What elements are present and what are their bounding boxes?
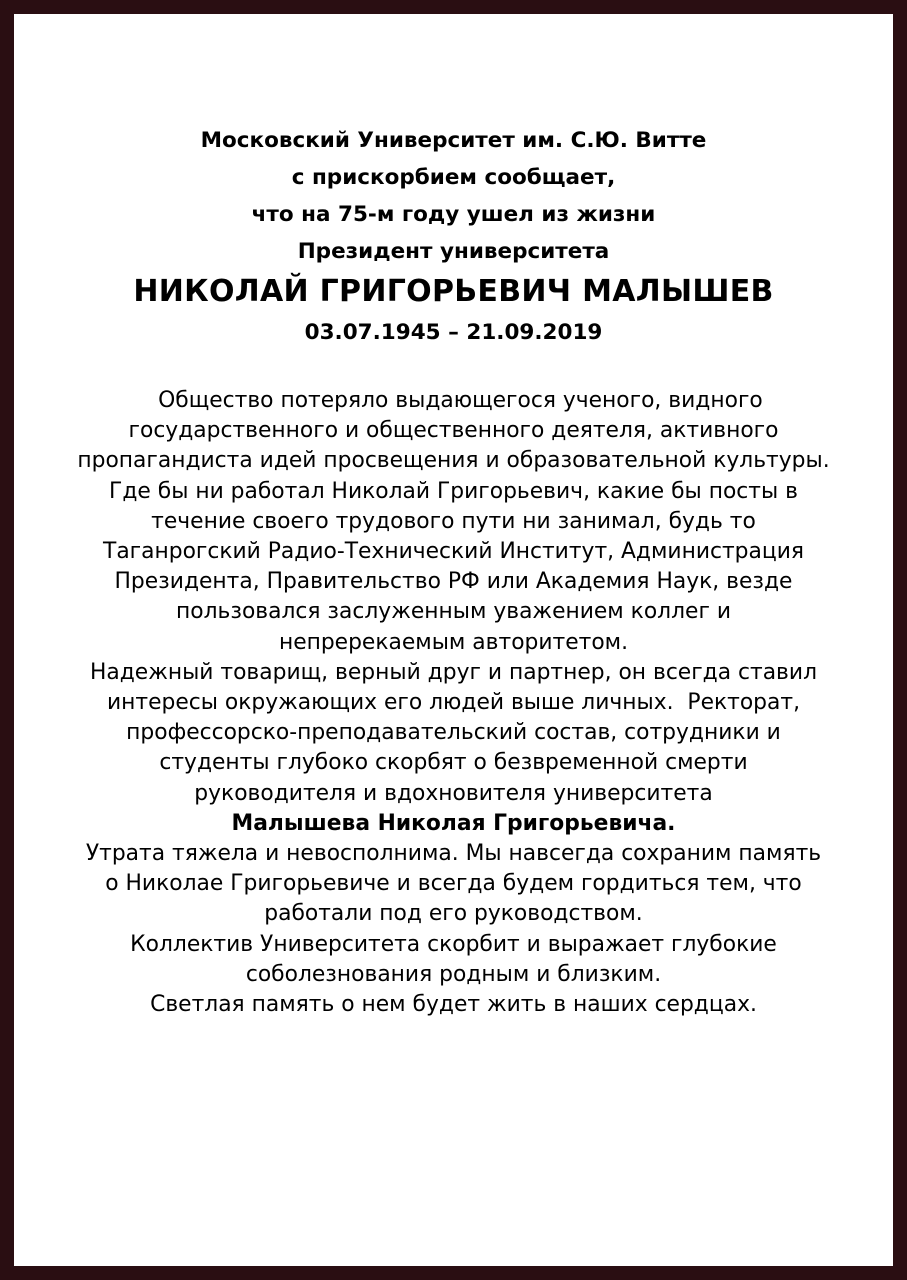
obituary-content xyxy=(28,122,879,1020)
text-line: студенты глубоко скорбят о безвременной смерти xyxy=(159,750,748,776)
text-line: руководителя и вдохновителя университета xyxy=(194,780,713,806)
text-line: соболезнования родным и близким. xyxy=(245,961,662,987)
text-line: профессорско-преподавательский состав, сотрудники и xyxy=(126,720,781,746)
text-line: Утрата тяжела и невосполнима. Мы навсегда сохраним память xyxy=(85,841,822,867)
text-line: Президента, Правительство РФ или Академия Наук, везде xyxy=(114,569,793,595)
obituary-text xyxy=(28,386,879,1020)
text-line: работали под его руководством. xyxy=(264,901,643,927)
text-line: пользовался заслуженным уважением коллег и xyxy=(175,599,731,625)
text-line: Общество потеряло выдающегося ученого, видного xyxy=(144,388,763,413)
text-line: Надежный товарищ, верный друг и партнер, он всегда ставил xyxy=(89,659,817,685)
text-line: о Николае Григорьевиче и всегда будем гордиться тем, что xyxy=(105,871,802,897)
text-line: Светлая память о нем будет жить в наших сердцах. xyxy=(150,992,757,1018)
position-line: Президент университета xyxy=(297,239,610,264)
life-dates: 03.07.1945 – 21.09.2019 xyxy=(304,320,603,345)
announcement-line: с прискорбием сообщает, xyxy=(291,165,616,190)
text-line: непререкаемым авторитетом. xyxy=(278,629,629,655)
age-line: что на 75-м году ушел из жизни xyxy=(251,202,656,227)
deceased-name-genitive: Малышева Николая Григорьевича. xyxy=(231,810,676,836)
text-line: государственного и общественного деятеля, активного xyxy=(128,418,779,444)
text-line: течение своего трудового пути ни занимал, будь то xyxy=(151,508,756,534)
text-line: Коллектив Университета скорбит и выражает глубокие xyxy=(130,931,777,957)
text-line: Таганрогский Радио-Технический Институт, Администрация xyxy=(103,539,804,565)
deceased-name: НИКОЛАЙ ГРИГОРЬЕВИЧ МАЛЫШЕВ xyxy=(133,274,774,309)
text-line: интересы окружающих его людей выше личных. Ректорат, xyxy=(106,690,800,716)
text-line: пропагандиста идей просвещения и образовательной культуры. xyxy=(77,448,830,474)
text-line: Где бы ни работал Николай Григорьевич, какие бы посты в xyxy=(109,478,798,504)
university-line: Московский Университет им. С.Ю. Витте xyxy=(200,128,707,153)
